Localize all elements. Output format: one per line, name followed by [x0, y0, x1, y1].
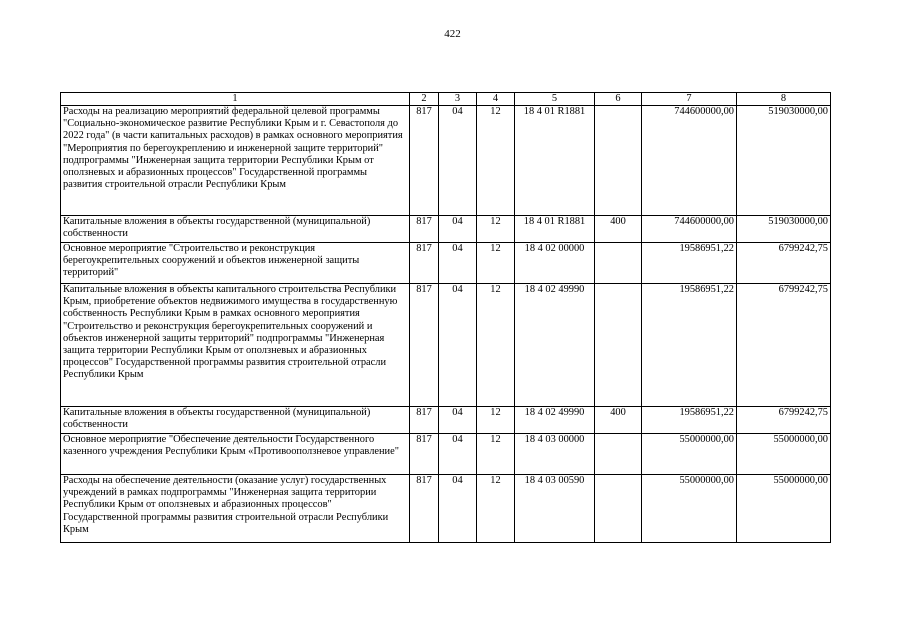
row-csr-code: 18 4 01 R1881 — [515, 216, 595, 243]
row-pr-code: 12 — [477, 216, 515, 243]
table-row — [61, 106, 831, 216]
column-header-2: 2 — [410, 93, 439, 106]
row-amount-2: 6799242,75 — [737, 284, 831, 407]
row-rz-code: 04 — [439, 216, 477, 243]
row-amount-2: 55000000,00 — [737, 434, 831, 475]
row-rz-code: 04 — [439, 475, 477, 543]
row-vr-code — [595, 284, 642, 407]
column-header-7: 7 — [642, 93, 737, 106]
row-description: Капитальные вложения в объекты капитального строительства Республики Крым, приобретение объектов недвижимого имущества в государственную собственность Республики Крым в рамках основного мероприятия "Строительство и реконструкция берегоукрепительных сооружений и объектов инженерной защиты территорий" подпрограммы "Инженерная защита территории Республики Крым от оползневых и абразионных процессов" Государственной программы развития строительной отрасли Республики Крым — [61, 284, 410, 407]
row-vr-code: 400 — [595, 407, 642, 434]
row-amount-1: 744600000,00 — [642, 106, 737, 216]
table-row — [61, 434, 831, 475]
row-gr-code: 817 — [410, 434, 439, 475]
row-pr-code: 12 — [477, 475, 515, 543]
row-vr-code — [595, 106, 642, 216]
row-amount-1: 19586951,22 — [642, 243, 737, 284]
row-pr-code: 12 — [477, 284, 515, 407]
page-number: 422 — [444, 28, 461, 40]
table-row — [61, 284, 831, 407]
row-pr-code: 12 — [477, 434, 515, 475]
row-description: Расходы на обеспечение деятельности (оказание услуг) государственных учреждений в рамках подпрограммы "Инженерная защита территории Республики Крым от оползневых и абразионных процессов" Государственной программы развития строительной отрасли Республики Крым — [61, 475, 410, 543]
row-description: Основное мероприятие "Обеспечение деятельности Государственного казенного учреждения Республики Крым «Противооползневое управление" — [61, 434, 410, 475]
row-description: Расходы на реализацию мероприятий федеральной целевой программы "Социально-экономическое развитие Республики Крым и г. Севастополя до 2022 года" (в части капитальных расходов) в рамках основного мероприятия "Мероприятия по берегоукреплению и инженерной защите территорий" подпрограммы "Инженерная защита территории Республики Крым от оползневых и абразионных процессов" Государственной программы развития строительной отрасли Республики Крым — [61, 106, 410, 216]
row-vr-code — [595, 243, 642, 284]
row-gr-code: 817 — [410, 407, 439, 434]
row-pr-code: 12 — [477, 106, 515, 216]
row-rz-code: 04 — [439, 407, 477, 434]
column-header-1: 1 — [61, 93, 410, 106]
row-amount-2: 6799242,75 — [737, 407, 831, 434]
row-amount-2: 55000000,00 — [737, 475, 831, 543]
row-gr-code: 817 — [410, 284, 439, 407]
budget-table — [60, 92, 831, 543]
row-rz-code: 04 — [439, 284, 477, 407]
row-rz-code: 04 — [439, 434, 477, 475]
row-pr-code: 12 — [477, 407, 515, 434]
column-header-5: 5 — [515, 93, 595, 106]
column-header-8: 8 — [737, 93, 831, 106]
row-description: Основное мероприятие "Строительство и реконструкция берегоукрепительных сооружений и объектов инженерной защиты территорий" — [61, 243, 410, 284]
column-header-4: 4 — [477, 93, 515, 106]
table-row — [61, 216, 831, 243]
row-amount-1: 55000000,00 — [642, 475, 737, 543]
column-header-6: 6 — [595, 93, 642, 106]
row-rz-code: 04 — [439, 106, 477, 216]
row-amount-2: 6799242,75 — [737, 243, 831, 284]
row-csr-code: 18 4 02 49990 — [515, 407, 595, 434]
row-vr-code — [595, 475, 642, 543]
column-header-3: 3 — [439, 93, 477, 106]
row-gr-code: 817 — [410, 475, 439, 543]
row-gr-code: 817 — [410, 216, 439, 243]
row-rz-code: 04 — [439, 243, 477, 284]
table-header-row — [61, 93, 831, 106]
row-csr-code: 18 4 03 00000 — [515, 434, 595, 475]
row-amount-2: 519030000,00 — [737, 216, 831, 243]
row-amount-1: 19586951,22 — [642, 407, 737, 434]
row-gr-code: 817 — [410, 106, 439, 216]
row-csr-code: 18 4 01 R1881 — [515, 106, 595, 216]
row-description: Капитальные вложения в объекты государственной (муниципальной) собственности — [61, 216, 410, 243]
row-vr-code: 400 — [595, 216, 642, 243]
row-description: Капитальные вложения в объекты государственной (муниципальной) собственности — [61, 407, 410, 434]
row-csr-code: 18 4 02 49990 — [515, 284, 595, 407]
row-amount-1: 55000000,00 — [642, 434, 737, 475]
row-gr-code: 817 — [410, 243, 439, 284]
row-vr-code — [595, 434, 642, 475]
row-amount-1: 19586951,22 — [642, 284, 737, 407]
row-amount-2: 519030000,00 — [737, 106, 831, 216]
row-pr-code: 12 — [477, 243, 515, 284]
row-csr-code: 18 4 03 00590 — [515, 475, 595, 543]
table-row — [61, 407, 831, 434]
row-amount-1: 744600000,00 — [642, 216, 737, 243]
table-row — [61, 243, 831, 284]
row-csr-code: 18 4 02 00000 — [515, 243, 595, 284]
table-row — [61, 475, 831, 543]
